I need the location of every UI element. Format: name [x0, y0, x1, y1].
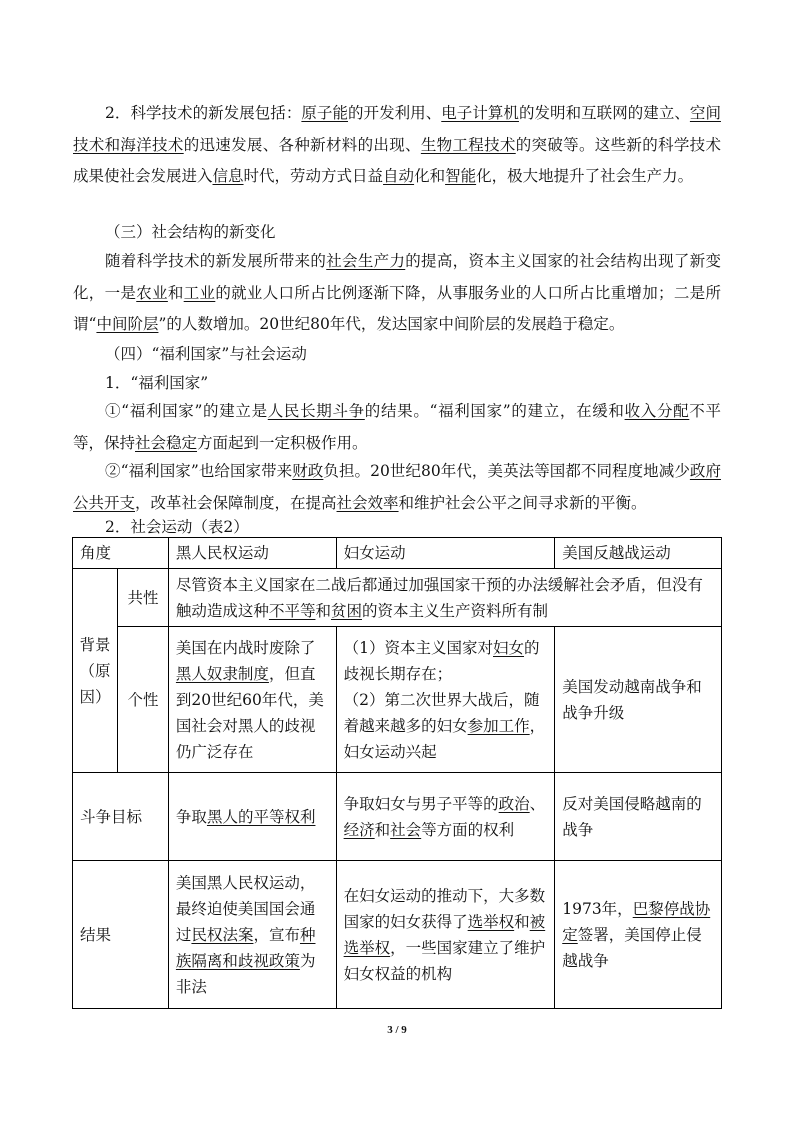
subheading-social-movements: 2．社会运动（表2）: [105, 518, 249, 536]
table-cell: 1973年，巴黎停战协定签署，美国停止侵越战争: [555, 861, 722, 1009]
table-cell: 反对美国侵略越南的战争: [555, 773, 722, 861]
underlined-term: 原子能: [301, 104, 349, 122]
table-cell: 争取妇女与男子平等的政治、经济和社会等方面的权利: [336, 773, 555, 861]
underlined-term: 社会生产力: [326, 252, 406, 270]
underlined-term: 政府公共开支: [73, 462, 721, 512]
underlined-term: 种族隔离和歧视政策: [175, 925, 316, 970]
table-header-row: [73, 538, 722, 569]
underlined-term: 生物工程技术: [420, 135, 516, 154]
table-row: [73, 861, 722, 1009]
underlined-term: 黑人奴隶制度: [175, 664, 269, 683]
underlined-term: 自动: [383, 167, 415, 185]
table-cell: 在妇女运动的推动下，大多数国家的妇女获得了选举权和被选举权，一些国家建立了维护妇女权益的机构: [336, 861, 555, 1009]
underlined-term: 贫困: [330, 601, 362, 620]
underlined-term: 社会: [390, 820, 422, 839]
paragraph-welfare-2: ②“福利国家”也给国家带来财政负担。20世纪80年代，美英法等国都不同程度地减少政府公共开支，改革社会保障制度，在提高社会效率和维护社会公平之间寻求新的平衡。: [73, 462, 721, 512]
underlined-term: 选举权: [467, 912, 515, 931]
underlined-term: 农业: [136, 283, 168, 302]
page-number: 3 / 9: [387, 1024, 407, 1036]
paragraph-welfare-1: ①“福利国家”的建立是人民长期斗争的结果。“福利国家”的建立，在缓和收入分配不平等，保持社会稳定方面起到一定积极作用。: [73, 402, 721, 452]
row-sublabel-common: 共性: [117, 569, 168, 627]
underlined-term: 财政: [292, 462, 324, 480]
table-row: [73, 773, 722, 861]
section-heading-3: （三）社会结构的新变化: [105, 223, 276, 241]
underlined-term: 经济: [343, 820, 375, 839]
table-header-cell: 妇女运动: [336, 538, 555, 569]
underlined-term: 不平等: [268, 601, 316, 620]
table-header-cell: 黑人民权运动: [168, 538, 336, 569]
row-label-background: 背景（原因）: [73, 569, 118, 773]
table-row: [73, 627, 722, 773]
paragraph-social-structure: 随着科学技术的新发展所带来的社会生产力的提高，资本主义国家的社会结构出现了新变化，一是农业和工业的就业人口所占比例逐渐下降，从事服务业的人口所占比重增加；二是所谓“中间阶层”的人数增加。20世纪80年代，发达国家中间阶层的发展趋于稳定。: [73, 252, 721, 333]
underlined-term: 电子计算机: [441, 104, 519, 122]
underlined-term: 社会效率: [336, 493, 399, 512]
row-sublabel-individual: 个性: [117, 627, 168, 773]
social-movements-table: [72, 537, 722, 1009]
row-label-result: 结果: [73, 861, 169, 1009]
underlined-term: 中间阶层: [96, 315, 159, 333]
underlined-term: 黑人的平等权利: [206, 807, 316, 826]
underlined-term: 信息: [212, 167, 244, 185]
table-cell: 美国发动越南战争和战争升级: [555, 627, 722, 773]
section-heading-4: （四）“福利国家”与社会运动: [105, 345, 307, 363]
table-row: [73, 569, 722, 627]
row-label-goal: 斗争目标: [73, 773, 169, 861]
table-header-cell: 角度: [73, 538, 169, 569]
underlined-term: 收入分配: [624, 402, 690, 420]
table-cell: 争取黑人的平等权利: [168, 773, 336, 861]
underlined-term: 妇女: [493, 638, 525, 657]
underlined-term: 被选举权: [343, 912, 546, 957]
underlined-term: 巴黎停战协定: [562, 899, 711, 944]
table-cell: 美国在内战时废除了黑人奴隶制度，但直到20世纪60年代，美国社会对黑人的歧视仍广泛存在: [168, 627, 336, 773]
underlined-term: 参加工作: [467, 716, 530, 735]
underlined-term: 工业: [183, 283, 216, 302]
subheading-welfare-state: 1．“福利国家”: [105, 374, 209, 392]
underlined-term: 政治: [498, 794, 530, 813]
paragraph-science-tech: 2．科学技术的新发展包括：原子能的开发利用、电子计算机的发明和互联网的建立、空间技术和海洋技术的迅速发展、各种新材料的出现、生物工程技术的突破等。这些新的科学技术成果使社会发展进入信息时代，劳动方式日益自动化和智能化，极大地提升了社会生产力。: [73, 104, 721, 185]
underlined-term: 智能: [445, 167, 477, 185]
table-cell: （1）资本主义国家对妇女的歧视长期存在； （2）第二次世界大战后，随着越来越多的妇女参加工作，妇女运动兴起: [336, 627, 555, 773]
underlined-term: 空间技术和海洋技术: [73, 104, 721, 154]
underlined-term: 民权法案: [191, 925, 254, 944]
underlined-term: 人民长期斗争: [267, 402, 365, 420]
table-cell-common: 尽管资本主义国家在二战后都通过加强国家干预的办法缓解社会矛盾，但没有触动造成这种不平等和贫困的资本主义生产资料所有制: [168, 569, 721, 627]
table-header-cell: 美国反越战运动: [555, 538, 722, 569]
table-cell: 美国黑人民权运动，最终迫使美国国会通过民权法案，宣布种族隔离和歧视政策为非法: [168, 861, 336, 1009]
underlined-term: 社会稳定: [135, 433, 198, 452]
